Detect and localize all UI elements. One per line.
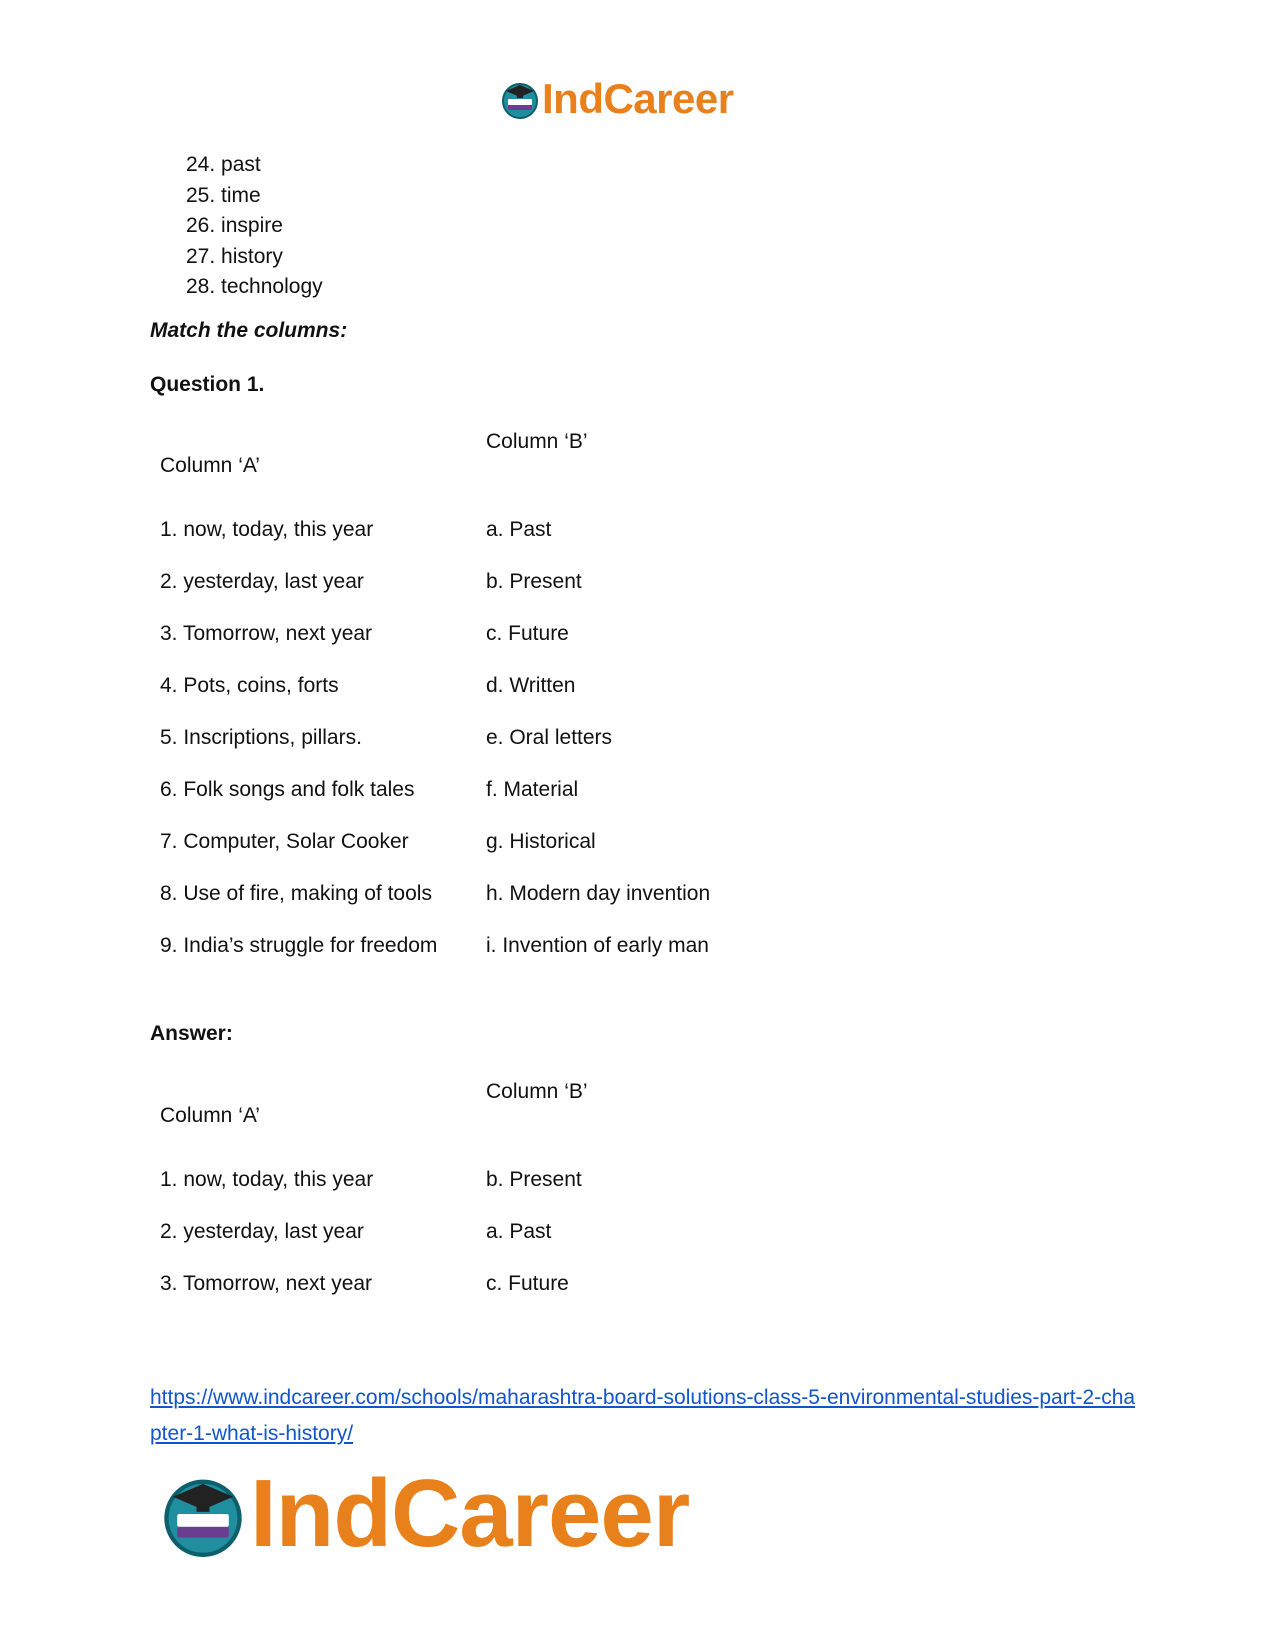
section-title: Match the columns: xyxy=(150,319,348,342)
table-row: 4. Pots, coins, forts d. Written xyxy=(160,674,576,697)
answer-table xyxy=(150,1070,770,1312)
table-row: 3. Tomorrow, next year c. Future xyxy=(160,1272,569,1295)
header-logo xyxy=(500,75,734,122)
list-item: 27. history xyxy=(186,244,283,268)
table-row: 8. Use of fire, making of tools h. Modern day invention xyxy=(160,882,711,905)
footer-logo xyxy=(160,1460,690,1567)
table-row: 3. Tomorrow, next year c. Future xyxy=(160,622,569,645)
answer-title: Answer: xyxy=(150,1022,233,1045)
table-row: 2. yesterday, last year b. Present xyxy=(160,570,582,593)
brand-name: IndCareer xyxy=(250,1460,690,1567)
list-item: 25. time xyxy=(186,183,261,207)
brand-name: IndCareer xyxy=(542,75,734,122)
book-globe-icon xyxy=(160,1471,246,1557)
table-row: 2. yesterday, last year a. Past xyxy=(160,1220,552,1243)
table-header xyxy=(150,420,770,506)
book-globe-icon xyxy=(500,79,540,119)
table-header xyxy=(150,1070,770,1156)
column-a-header: Column ‘A’ xyxy=(160,1104,260,1127)
table-row: 7. Computer, Solar Cooker g. Historical xyxy=(160,830,596,853)
source-link[interactable]: https://www.indcareer.com/schools/maharashtra-board-solutions-class-5-environmental-studies-part-2-chapter-1-what-is-history/ xyxy=(150,1386,1136,1445)
table-row: 6. Folk songs and folk tales f. Material xyxy=(160,778,579,801)
table-row: 5. Inscriptions, pillars. e. Oral letters xyxy=(160,726,613,749)
list-item: 26. inspire xyxy=(186,214,283,237)
column-a-header: Column ‘A’ xyxy=(160,454,260,477)
table-row: 9. India’s struggle for freedom i. Invention of early man xyxy=(160,934,709,957)
table-row: 1. now, today, this year b. Present xyxy=(160,1168,582,1191)
table-row: 1. now, today, this year a. Past xyxy=(160,518,552,541)
question-table xyxy=(150,420,770,974)
list-item: 28. technology xyxy=(186,275,323,298)
question-title: Question 1. xyxy=(150,373,265,396)
word-list xyxy=(186,150,323,303)
list-item: 24. past xyxy=(186,153,261,176)
column-b-header: Column ‘B’ xyxy=(486,430,588,453)
column-b-header: Column ‘B’ xyxy=(486,1080,588,1103)
